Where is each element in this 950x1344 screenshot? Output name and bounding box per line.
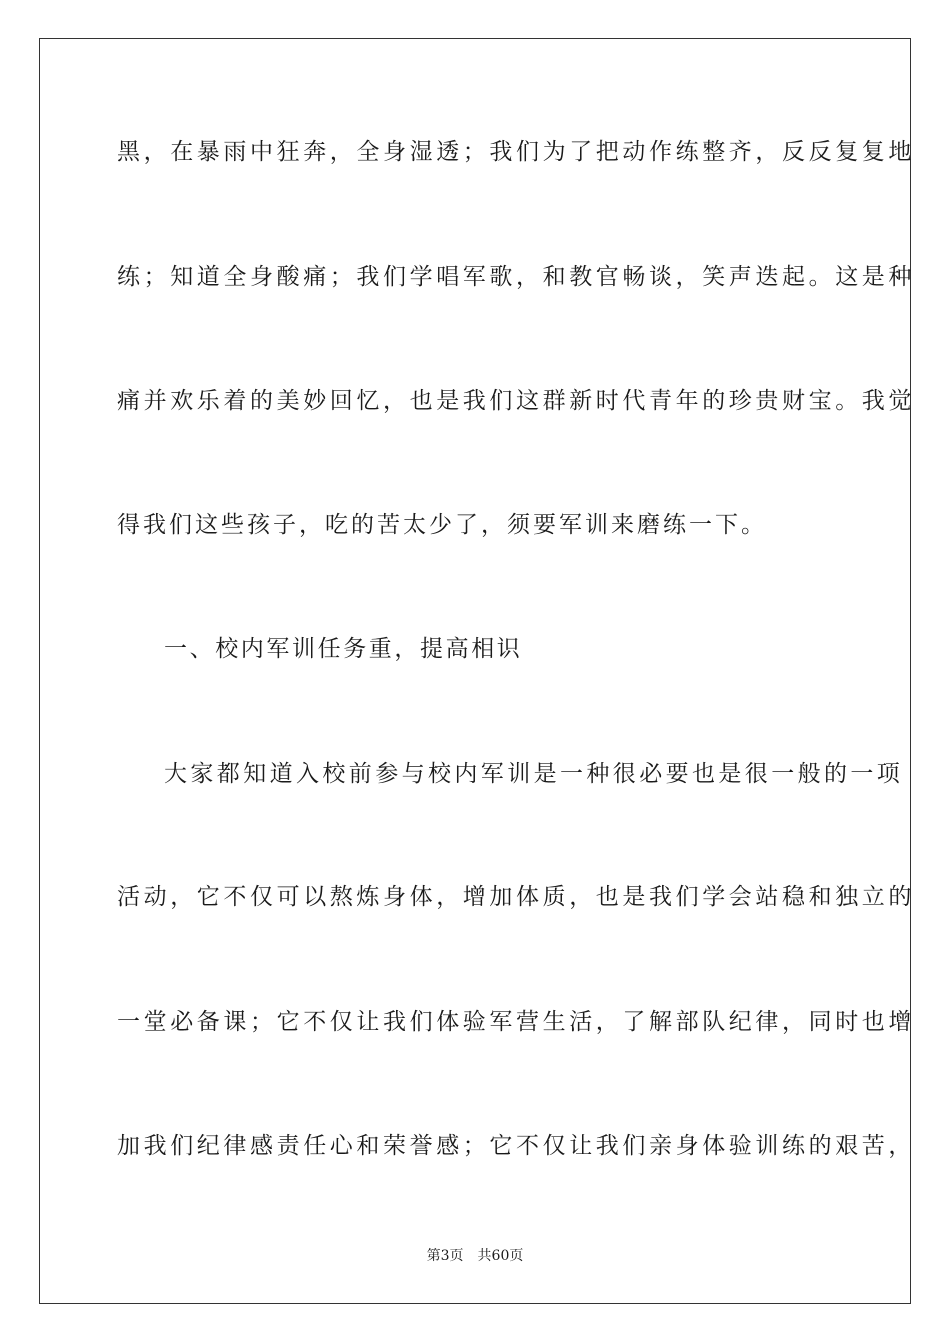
body-text-line: 活动，它不仅可以熬炼身体，增加体质，也是我们学会站稳和独立的 (117, 884, 915, 910)
page-footer (0, 1247, 950, 1265)
page-total: 共60页 (477, 1248, 524, 1264)
page-border (39, 38, 915, 1304)
body-text-line: 一堂必备课；它不仅让我们体验军营生活，了解部队纪律，同时也增 (117, 1009, 915, 1035)
page-number: 第3页 (426, 1248, 464, 1264)
body-text-line: 得我们这些孩子，吃的苦太少了，须要军训来磨练一下。 (117, 512, 767, 538)
body-text-line: 练；知道全身酸痛；我们学唱军歌，和教官畅谈，笑声迭起。这是种 (117, 264, 915, 290)
paragraph-first-line: 大家都知道入校前参与校内军训是一种很必要也是很一般的一项 (164, 761, 904, 787)
body-text-line: 黑，在暴雨中狂奔，全身湿透；我们为了把动作练整齐，反反复复地 (117, 139, 915, 165)
body-text-line: 痛并欢乐着的美妙回忆，也是我们这群新时代青年的珍贵财宝。我觉 (117, 388, 915, 414)
body-text-line: 加我们纪律感责任心和荣誉感；它不仅让我们亲身体验训练的艰苦， (117, 1133, 915, 1159)
section-heading: 一、校内军训任务重，提高相识 (164, 636, 523, 662)
